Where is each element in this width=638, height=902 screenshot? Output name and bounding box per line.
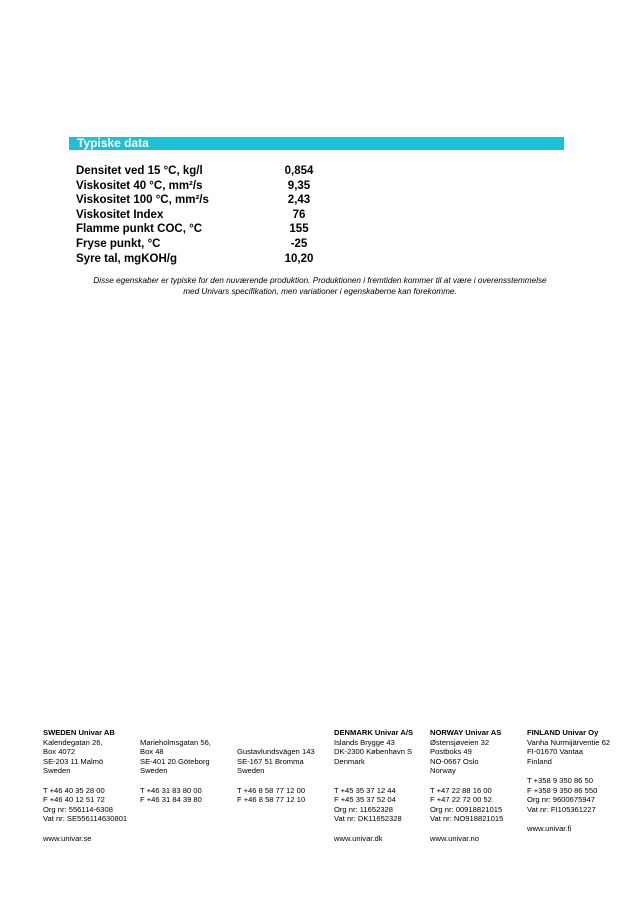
disclaimer-line: Disse egenskaber er typiske for den nuværende produktion. Produktionen i fremtiden kommer til at være i overensstemmelse <box>93 276 547 285</box>
address-line: NO-0667 Oslo <box>430 756 479 766</box>
address-line: DK-2300 København S <box>334 747 413 757</box>
website-link[interactable]: www.univar.no <box>430 833 479 843</box>
phone: T +46 40 35 28 00 <box>43 785 105 795</box>
vat-number: Vat nr: SE556114630801 <box>43 814 128 824</box>
property-value: 2,43 <box>287 194 311 207</box>
property-label: Fryse punkt, °C <box>76 237 161 250</box>
property-label: Syre tal, mgKOH/g <box>76 252 177 265</box>
disclaimer-line: med Univars specifikation, men variationer i egenskaberne kan forekomme. <box>183 286 457 296</box>
address-line: Box 4072 <box>43 747 76 757</box>
fax: F +46 31 84 39 80 <box>140 795 202 805</box>
spacer <box>237 728 315 738</box>
company-name: SWEDEN Univar AB <box>43 728 115 737</box>
footer-col-finland <box>527 728 610 834</box>
fax: F +46 8 58 77 12 10 <box>237 795 306 805</box>
vat-number: Vat nr: FI105361227 <box>527 804 596 814</box>
address-line: Sweden <box>43 766 71 776</box>
property-value: 0,854 <box>284 165 314 177</box>
spacer <box>430 776 503 786</box>
footer-col-sweden <box>43 728 127 843</box>
fax: F +46 40 12 51 72 <box>43 795 105 805</box>
spacer <box>527 814 610 824</box>
property-value: 76 <box>292 208 306 221</box>
address-line: Sweden <box>140 766 168 776</box>
address-line: SE-167 51 Bromma <box>237 756 304 766</box>
property-label: Densitet ved 15 °C, kg/l <box>76 165 203 177</box>
property-label: Viskositet 100 °C, mm²/s <box>76 194 209 207</box>
address-line: Marieholmsgatan 56, <box>140 737 211 747</box>
phone: T +46 8 58 77 12 00 <box>237 785 306 795</box>
property-label: Flamme punkt COC, °C <box>76 223 203 236</box>
phone: T +358 9 350 86 50 <box>527 775 593 785</box>
vat-number: Vat nr: NO918821015 <box>430 814 504 824</box>
address-line: Box 48 <box>140 747 164 757</box>
spacer <box>527 766 610 776</box>
address-line: Kalendegatan 26, <box>43 737 103 747</box>
address-line: Finland <box>527 756 552 766</box>
vat-number: Vat nr: DK11652328 <box>334 814 402 824</box>
property-value: -25 <box>290 237 308 250</box>
section-header-bar <box>69 137 564 150</box>
org-number: Org nr: 11652328 <box>334 804 393 814</box>
address-line: Norway <box>430 766 456 776</box>
property-row <box>76 193 314 208</box>
property-row <box>76 237 314 252</box>
property-row <box>76 179 314 194</box>
property-row <box>76 208 314 223</box>
address-line: SE-401 20 Göteborg <box>140 756 210 766</box>
property-label: Viskositet Index <box>76 208 164 221</box>
footer-col-denmark <box>334 728 413 843</box>
address-line: Sweden <box>237 766 265 776</box>
footer-col-sweden-goteborg <box>140 728 211 805</box>
spacer <box>430 824 503 834</box>
property-value: 9,35 <box>287 179 311 192</box>
phone: T +47 22 88 16 00 <box>430 785 492 795</box>
disclaimer-note <box>75 276 565 297</box>
spacer <box>140 776 211 786</box>
company-name: DENMARK Univar A/S <box>334 728 414 737</box>
fax: F +47 22 72 00 52 <box>430 795 492 805</box>
spacer <box>334 824 413 834</box>
address-line: Denmark <box>334 756 365 766</box>
spacer <box>140 728 211 738</box>
property-label: Viskositet 40 °C, mm²/s <box>76 179 203 192</box>
org-number: Org nr: 9600675947 <box>527 795 595 805</box>
property-row <box>76 222 314 237</box>
fax: F +45 35 37 52 04 <box>334 795 396 805</box>
address-line: Islands Brygge 43 <box>334 737 395 747</box>
company-name: FINLAND Univar Oy <box>527 728 599 737</box>
address-line: Vanha Nurmijärventie 62 <box>527 737 611 747</box>
spacer <box>43 824 127 834</box>
section-title: Typiske data <box>77 136 149 150</box>
website-link[interactable]: www.univar.fi <box>527 823 572 833</box>
address-line: SE-203 11 Malmö <box>43 756 104 766</box>
phone: T +45 35 37 12 44 <box>334 785 396 795</box>
typical-data-table <box>76 164 314 266</box>
spacer <box>334 776 413 786</box>
phone: T +46 31 83 80 00 <box>140 785 202 795</box>
property-row <box>76 252 314 267</box>
spacer <box>334 766 413 776</box>
website-link[interactable]: www.univar.dk <box>334 833 383 843</box>
address-line: Østensjøveien 32 <box>430 737 490 747</box>
property-value: 10,20 <box>284 252 314 265</box>
fax: F +358 9 350 86 550 <box>527 785 598 795</box>
spacer <box>237 738 315 748</box>
address-line: Gustavlundsvägen 143 <box>237 747 315 757</box>
address-line: FI-01670 Vantaa <box>527 747 584 757</box>
spacer <box>43 776 127 786</box>
property-value: 155 <box>289 223 309 236</box>
property-row <box>76 164 314 179</box>
footer-col-norway <box>430 728 503 843</box>
website-link[interactable]: www.univar.se <box>43 833 92 843</box>
org-number: Org nr: 00918821015 <box>430 804 503 814</box>
address-line: Postboks 49 <box>430 747 472 757</box>
company-name: NORWAY Univar AS <box>430 728 502 737</box>
spacer <box>237 776 315 786</box>
footer-col-sweden-bromma <box>237 728 315 805</box>
org-number: Org nr: 556114-6308 <box>43 804 113 814</box>
